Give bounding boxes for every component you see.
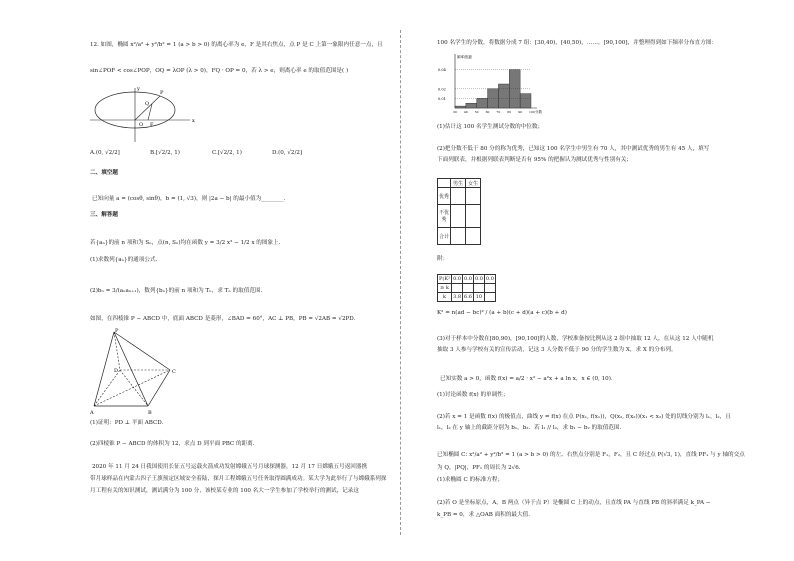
- table-cell: 男生: [451, 179, 466, 188]
- table-cell: [466, 205, 481, 228]
- fill-question: 已知向量 a = (cosθ, sinθ)，b = (1, √3)，则 |2a − b| 的最小值为________.: [92, 196, 286, 202]
- table-cell: 不优秀: [438, 205, 451, 228]
- table-cell: [463, 284, 474, 293]
- table-cell: [451, 205, 466, 228]
- x-tick-label: 30: [453, 110, 457, 114]
- pyramid-question: 如图，在四棱锥 P − ABCD 中，底面 ABCD 是菱形，∠BAD = 60°，AC ⊥ PB，PB = √2AB = √2PD.: [90, 316, 356, 322]
- pyramid-figure: [90, 326, 190, 416]
- sequence-question: 若{aₙ}的前 n 项和为 Sₙ，点(n, Sₙ)均在函数 y = 3/2 x² − 1/2 x 的图象上.: [90, 240, 281, 246]
- table-row: [438, 293, 496, 302]
- x-tick-label: 90: [518, 110, 522, 114]
- sequence-part1: (1)求数列{aₙ}的通项公式.: [90, 257, 158, 263]
- histogram-bar: [455, 106, 466, 108]
- label-O: O: [139, 122, 144, 128]
- table-cell: [484, 293, 495, 302]
- table-cell: [484, 284, 495, 293]
- story-line1: 2020 年 11 月 24 日我国使用长征五号运载火箭成功发射嫦娥五号月球探测器，12 月 17 日嫦娥五号返回器携: [92, 464, 368, 470]
- table-row: [438, 284, 496, 293]
- histogram-bar: [520, 94, 531, 108]
- function-part2-line1: (2)若 x = 1 是函数 f(x) 的极值点，曲线 y = f(x) 在点 P(x₁, f(x₁))，Q(x₂, f(x₂))(x₁ < x₂) 处的切线分别为 l₁，l₂，且: [437, 414, 731, 420]
- table-cell: 0.0: [464, 276, 472, 282]
- section-fill-heading: 二、填空题: [90, 170, 118, 176]
- question-sampling-line2: 抽取 3 人参与学校有关的宣传活动，记这 3 人分数不低于 90 分的学生数为 X，求 X 的分布列。: [437, 347, 677, 353]
- function-question: 已知实数 a > 0，函数 f(x) = a/2 · x² − a²x + a ln x，x ∈ (0, 10).: [440, 376, 613, 382]
- pyramid-part1: (1)证明：PD ⊥ 平面 ABCD.: [90, 420, 164, 426]
- label-Q: Q: [145, 101, 150, 107]
- appendix-label: 附：: [437, 256, 449, 262]
- table-cell: k: [438, 293, 452, 302]
- x-tick-label: 40: [463, 110, 468, 114]
- table-cell: [451, 228, 466, 245]
- sequence-part2: (2)bₙ = 3/(aₙaₙ₊₁)，数列{bₙ}的前 n 项和为 Tₙ，求 Tₙ 的取值范围.: [90, 288, 263, 294]
- table-row: [438, 275, 496, 284]
- table-cell: [438, 179, 451, 188]
- option-c: C.[√2/2, 1): [212, 150, 242, 156]
- question-contingency-line1: (2)把分数不低于 80 分的称为优秀，已知这 100 名学生中男生有 70 人，其中测试优秀的男生有 45 人，填写: [437, 146, 710, 152]
- q12-line1: 12. 如图，椭圆 x²/a² + y²/b² = 1 (a > b > 0) 的离心率为 e，F 是其右焦点，点 P 是 C 上第一象限内任意一点，且: [90, 42, 383, 48]
- histogram-bar: [498, 84, 509, 108]
- question-sampling-line1: (3)对于样本中分数在[80,90)，[90,100]的人数，学校准备按比例从这 2 组中抽取 12 人，在从这 12 人中随机: [437, 336, 714, 342]
- ellipse-question-line2: 为 Q，|PQ|，PF₁ 的周长为 2√6.: [437, 465, 521, 471]
- x-axis-label: 分数: [535, 110, 542, 114]
- x-tick-label: 50: [474, 110, 479, 114]
- y-tick-label: 0.04: [438, 68, 446, 73]
- pyramid-part2: (2)四棱锥 P − ABCD 的体积为 12，求点 D 到平面 PBC 的距离.: [90, 441, 255, 447]
- y-axis-label: 频率/组距: [457, 55, 473, 59]
- pyr-label-B: B: [148, 410, 152, 416]
- x-tick-label: 100: [529, 110, 535, 114]
- table-cell: [466, 228, 481, 245]
- table-cell: 0.0: [485, 276, 494, 282]
- ellipse-figure: [90, 84, 200, 144]
- table-cell: 10: [473, 293, 484, 302]
- table-cell: [451, 188, 466, 205]
- x-tick-label: 60: [485, 110, 490, 114]
- table-cell: ≥ k: [438, 284, 452, 293]
- label-F: F: [150, 122, 154, 128]
- function-part1: (1)讨论函数 f(x) 的单调性；: [437, 392, 509, 398]
- table-cell: [473, 284, 484, 293]
- label-x: x: [192, 118, 195, 124]
- table-cell: [452, 284, 463, 293]
- y-tick-label: 0.01: [438, 96, 446, 101]
- y-tick-label: 0.02: [438, 87, 446, 92]
- table-cell: [466, 188, 481, 205]
- option-d: D.(0, √2/2]: [272, 150, 303, 156]
- pyr-label-C: C: [172, 369, 176, 375]
- pyr-label-P: P: [115, 328, 119, 334]
- table-cell: P(K²: [439, 276, 451, 282]
- hist-intro: 100 名学生的分数，将数据分成 7 组：[30,40)，[40,50)，……，[90,100]，并整理得到如下频率分布直方图：: [437, 40, 718, 46]
- table-cell: 合计: [438, 228, 451, 245]
- label-y: y: [137, 86, 140, 92]
- pyr-label-A: A: [90, 410, 94, 416]
- k2-formula: K² = n(ad − bc)² / (a + b)(c + d)(a + c)(b + d): [437, 310, 567, 316]
- ellipse-question-line1: 已知椭圆 C: x²/a² + y²/b² = 1 (a > b > 0) 的左、右焦点分别是 F₁，F₂，且 C 经过点 P(√3, 1)，直线 PF₁ 与 y 轴的交点: [437, 452, 745, 458]
- table-cell: 女生: [466, 179, 481, 188]
- ellipse-part2-line2: k_PB = 0，求 △OAB 面积的最大值.: [437, 512, 530, 518]
- histogram-bar: [466, 103, 477, 108]
- histogram-bar: [477, 98, 488, 108]
- table-cell: 6.6: [464, 294, 472, 300]
- table-row: [438, 205, 481, 228]
- story-line3: 月工程有关的知识测试，测试满分为 100 分，该校某专业的 100 名大一学生参加了学校举行的测试，记录这: [90, 488, 359, 494]
- option-a: A.(0, √2/2]: [90, 150, 120, 156]
- column-divider: [400, 30, 401, 535]
- question-median: (1)估计这 100 名学生测试分数的中位数；: [437, 124, 544, 130]
- pyr-label-D: D: [114, 368, 119, 374]
- section-answer-heading: 三、解答题: [90, 212, 118, 218]
- story-line2: 带月球样品在内蒙古四子王旗预定区域安全着陆，探月工程嫦娥五号任务取得圆满成功。某大学为此举行了与嫦娥系列探: [90, 476, 387, 482]
- function-part2-line2: l₁，l₂ 在 y 轴上的截距分别为 b₁，b₂．若 l₁ // l₂，求 b₁ − b₂ 的取值范围.: [437, 425, 622, 431]
- label-P: P: [160, 90, 164, 96]
- histogram-chart: [437, 50, 547, 120]
- table-row: [438, 179, 481, 188]
- table-row: [438, 188, 481, 205]
- p-value-table: [437, 274, 496, 302]
- table-row: [438, 228, 481, 245]
- question-contingency-line2: 下面列联表，并根据列联表判断是否有 95% 的把握认为测试优秀与性别有关；: [437, 157, 632, 163]
- q12-line2: sin∠POF < cos∠POP，OQ = λOP (λ > 0)，FQ · OP = 0，若 λ > e，则离心率 e 的取值范围是( ): [90, 68, 349, 74]
- table-cell: 0.0: [453, 276, 462, 282]
- contingency-table: [437, 178, 481, 245]
- ellipse-part1: (1)求椭圆 C 的标准方程；: [437, 477, 504, 483]
- ellipse-part2-line1: (2)若 O 是坐标原点，A，B 两点（异于点 P）是椭圆 C 上的动点，且直线 PA 与直线 PB 的斜率满足 k_PA −: [437, 500, 711, 506]
- option-b: B.[√2/2, 1): [150, 150, 180, 156]
- x-tick-label: 70: [496, 110, 501, 114]
- histogram-bar: [509, 70, 520, 108]
- x-tick-label: 80: [507, 110, 512, 114]
- table-cell: 3.8: [453, 294, 462, 300]
- table-cell: 0.0: [474, 276, 483, 282]
- table-cell: 优秀: [438, 188, 451, 205]
